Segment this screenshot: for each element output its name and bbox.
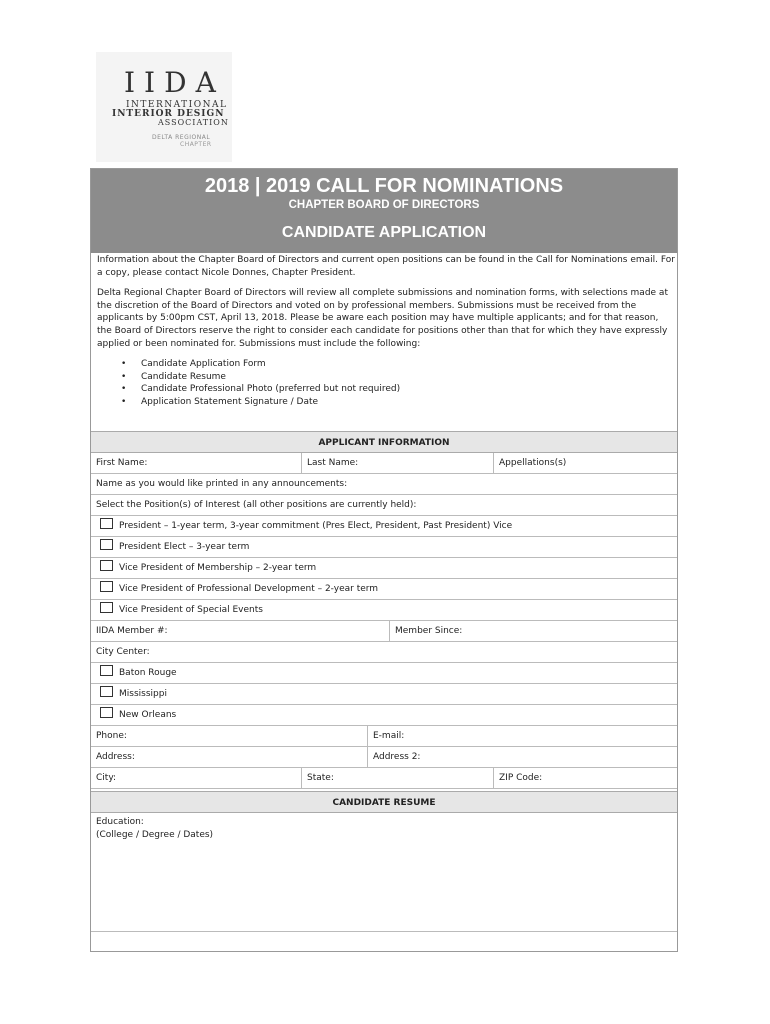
logo-brand: IIDA [124,66,225,99]
zip-code-field[interactable]: ZIP Code: [493,768,677,788]
city-center-option[interactable] [91,663,677,684]
city-center-label: Baton Rouge [119,668,177,678]
positions-label-row [91,495,677,516]
requirement-item: • Candidate Application Form [141,358,675,371]
member-number-field[interactable]: IIDA Member #: [96,626,168,636]
position-label: Vice President of Professional Development – 2-year term [119,584,379,594]
checkbox-icon[interactable] [100,560,113,571]
print-name-field[interactable]: Name as you would like printed in any announcements: [96,479,348,489]
form-application-title: CANDIDATE APPLICATION [281,224,487,241]
name-row [91,453,677,474]
address-field[interactable]: Address: [96,752,135,762]
checkbox-icon[interactable] [100,665,113,676]
position-option[interactable] [91,537,677,558]
appellations-field[interactable]: Appellations(s) [493,453,677,473]
city-field[interactable]: City: [96,773,117,783]
candidate-resume-heading: CANDIDATE RESUME [91,791,677,813]
iida-logo [96,52,232,162]
city-center-label-row [91,642,677,663]
city-center-label: New Orleans [119,710,177,720]
checkbox-icon[interactable] [100,707,113,718]
requirements-list [97,358,675,408]
position-option[interactable] [91,558,677,579]
intro-paragraph-1: Information about the Chapter Board of Directors and current open positions can be found in the Call for Nominations email. For a copy, please contact Nicole Donnes, Chapter President. [97,255,675,278]
address-2-field[interactable]: Address 2: [367,747,677,767]
logo-chapter-label: CHAPTER [180,141,212,148]
position-label: President – 1-year term, 3-year commitment (Pres Elect, President, Past President) Vice [119,521,513,531]
requirement-item: • Candidate Professional Photo (preferred but not required) [141,383,675,396]
print-name-row [91,474,677,495]
first-name-field[interactable]: First Name: [96,458,148,468]
education-hint: (College / Degree / Dates) [96,830,214,840]
application-form [90,168,678,952]
position-label: President Elect – 3-year term [119,542,250,552]
membership-row [91,621,677,642]
position-option[interactable] [91,516,677,537]
address-row [91,747,677,768]
checkbox-icon[interactable] [100,686,113,697]
position-label: Vice President of Membership – 2-year term [119,563,317,573]
city-center-label: Mississippi [119,689,167,699]
table-divider [91,931,677,932]
education-label: Education: [96,817,144,827]
checkbox-icon[interactable] [100,539,113,550]
applicant-information-heading: APPLICANT INFORMATION [91,431,677,453]
logo-chapter-region: DELTA REGIONAL [152,134,211,141]
contact-row [91,726,677,747]
state-field[interactable]: State: [301,768,493,788]
city-center-option[interactable] [91,684,677,705]
requirement-item: • Candidate Resume [141,371,675,384]
form-subtitle: CHAPTER BOARD OF DIRECTORS [288,199,480,211]
form-header [91,169,677,253]
city-center-option[interactable] [91,705,677,726]
positions-label: Select the Position(s) of Interest (all other positions are currently held): [96,500,417,510]
position-option[interactable] [91,579,677,600]
member-since-field[interactable]: Member Since: [389,621,677,641]
position-option[interactable] [91,600,677,621]
education-field[interactable] [96,816,213,842]
logo-line-international: INTERNATIONAL [126,100,228,110]
checkbox-icon[interactable] [100,581,113,592]
checkbox-icon[interactable] [100,602,113,613]
position-label: Vice President of Special Events [119,605,263,615]
email-field[interactable]: E-mail: [367,726,677,746]
phone-field[interactable]: Phone: [96,731,127,741]
last-name-field[interactable]: Last Name: [301,453,493,473]
city-center-label: City Center: [96,647,150,657]
checkbox-icon[interactable] [100,518,113,529]
city-state-zip-row [91,768,677,789]
intro-text [97,254,675,409]
logo-line-interior-design: INTERIOR DESIGN [112,109,225,119]
intro-paragraph-2: Delta Regional Chapter Board of Directors will review all complete submissions and nomination forms, with selections made at the discretion of the Board of Directors and voted on by professional members. Submissions must be received from the applicants by 5:00pm CST, April 13, 2018. Please be aware each position may have multiple applicants; and for that reason, the Board of Directors reserve the right to consider each candidate for positions other than that for which they have expressly applied or been nominated for. Submissions must include the following: [97,288,668,349]
requirement-item: • Application Statement Signature / Date [141,396,675,409]
form-title: 2018 | 2019 CALL FOR NOMINATIONS [204,175,564,197]
logo-line-association: ASSOCIATION [158,118,229,127]
